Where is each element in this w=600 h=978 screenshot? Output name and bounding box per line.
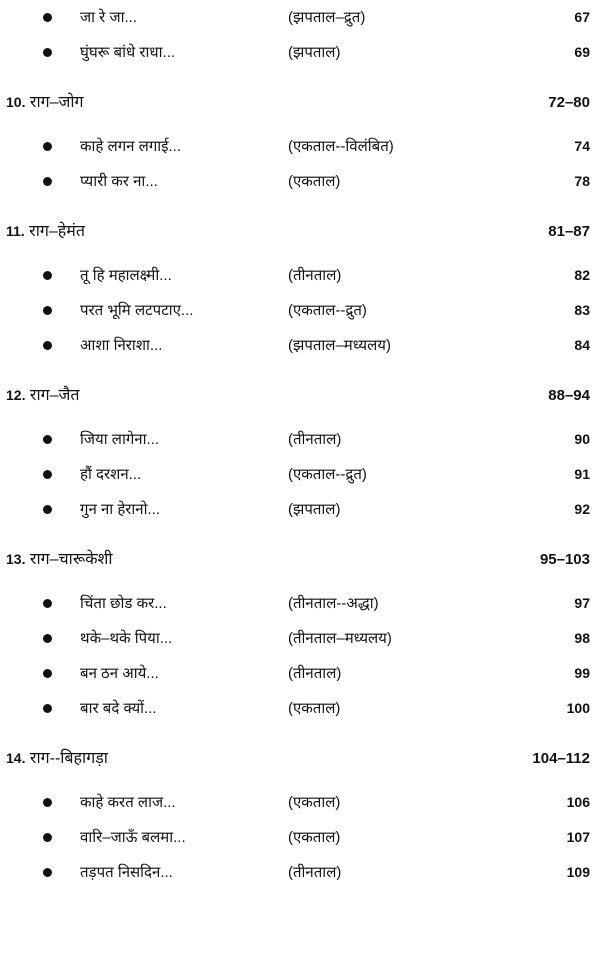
raga-number: 11.	[6, 223, 25, 239]
song-entry	[0, 129, 600, 164]
song-title: जा रे जा...	[80, 9, 138, 26]
song-title: वारि–जाऊँ बलमा...	[80, 829, 186, 846]
bullet-icon	[43, 13, 52, 22]
raga-number: 10.	[6, 94, 26, 110]
raga-title: राग–चारूकेशी	[29, 551, 113, 568]
song-entry	[0, 621, 600, 656]
song-entry	[0, 422, 600, 457]
page-number: 83	[574, 302, 590, 318]
song-title: काहे लगन लगाई...	[80, 138, 182, 155]
tala-name: (तीनताल–मध्यलय)	[288, 630, 392, 647]
song-entry	[0, 785, 600, 820]
tala-name: (एकताल--द्रुत)	[288, 466, 367, 483]
song-title: परत भूमि लटपटाए...	[80, 302, 194, 319]
tala-name: (एकताल)	[288, 173, 341, 190]
tala-name: (तीनताल)	[288, 864, 342, 881]
bullet-icon	[43, 470, 52, 479]
raga-number: 14.	[6, 750, 26, 766]
page-number: 92	[574, 501, 590, 517]
tala-name: (झपताल)	[288, 44, 341, 61]
raga-title-group	[6, 85, 84, 120]
song-entry	[0, 258, 600, 293]
raga-title-group	[6, 378, 80, 413]
bullet-icon	[43, 142, 52, 151]
raga-page-range: 104–112	[532, 750, 590, 767]
page-number: 69	[574, 44, 590, 60]
page-number: 90	[574, 431, 590, 447]
song-entry	[0, 855, 600, 890]
raga-heading	[0, 214, 600, 249]
page-number: 91	[574, 466, 590, 482]
page-number: 109	[566, 864, 590, 880]
tala-name: (एकताल--विलंबित)	[288, 138, 394, 155]
raga-title: राग–जोग	[29, 94, 84, 111]
page-number: 97	[574, 595, 590, 611]
tala-name: (एकताल)	[288, 700, 341, 717]
song-title: चिंता छोड कर...	[80, 595, 167, 612]
raga-heading	[0, 378, 600, 413]
raga-page-range: 72–80	[548, 94, 590, 111]
song-title: जिया लागेना...	[80, 431, 159, 448]
page-number: 78	[574, 173, 590, 189]
raga-heading	[0, 741, 600, 776]
tala-name: (एकताल)	[288, 794, 341, 811]
bullet-icon	[43, 435, 52, 444]
bullet-icon	[43, 177, 52, 186]
page-number: 74	[574, 138, 590, 154]
bullet-icon	[43, 341, 52, 350]
song-entry	[0, 328, 600, 363]
song-entry	[0, 691, 600, 726]
tala-name: (झपताल–मध्यलय)	[288, 337, 391, 354]
page-number: 67	[574, 9, 590, 25]
raga-page-range: 95–103	[539, 551, 590, 568]
bullet-icon	[43, 704, 52, 713]
song-entry	[0, 586, 600, 621]
tala-name: (एकताल--द्रुत)	[288, 302, 367, 319]
tala-name: (तीनताल)	[288, 431, 342, 448]
song-title: गुन ना हेरानो...	[80, 501, 161, 518]
raga-page-range: 88–94	[548, 387, 590, 404]
raga-number: 12.	[6, 387, 26, 403]
raga-heading	[0, 542, 600, 577]
song-title: थके–थके पिया...	[80, 630, 173, 647]
song-title: घुंघरू बांधे राधा...	[80, 44, 176, 61]
song-title: प्यारी कर ना...	[80, 173, 158, 190]
song-entry	[0, 656, 600, 691]
raga-title-group	[6, 542, 113, 577]
page-number: 99	[574, 665, 590, 681]
song-title: काहे करत लाज...	[80, 794, 176, 811]
page-number: 107	[566, 829, 590, 845]
song-entry	[0, 0, 600, 35]
bullet-icon	[43, 599, 52, 608]
tala-name: (तीनताल)	[288, 267, 342, 284]
bullet-icon	[43, 798, 52, 807]
page-number: 84	[574, 337, 590, 353]
song-title: तड़पत निसदिन...	[80, 864, 173, 881]
song-title: तू हि महालक्ष्मी...	[80, 267, 172, 284]
raga-title-group	[6, 214, 85, 249]
raga-title: राग–जैत	[29, 387, 80, 404]
song-entry	[0, 293, 600, 328]
song-entry	[0, 164, 600, 199]
tala-name: (झपताल–द्रुत)	[288, 9, 366, 26]
raga-number: 13.	[6, 551, 26, 567]
raga-title-group	[6, 741, 108, 776]
bullet-icon	[43, 669, 52, 678]
song-title: बन ठन आये...	[80, 665, 159, 682]
song-entry	[0, 35, 600, 70]
bullet-icon	[43, 634, 52, 643]
song-title: आशा निराशा...	[80, 337, 163, 354]
song-title: हौं दरशन...	[80, 466, 142, 483]
page-number: 100	[566, 700, 590, 716]
tala-name: (तीनताल)	[288, 665, 342, 682]
raga-page-range: 81–87	[548, 223, 590, 240]
bullet-icon	[43, 505, 52, 514]
bullet-icon	[43, 833, 52, 842]
song-entry	[0, 820, 600, 855]
bullet-icon	[43, 48, 52, 57]
page-number: 98	[574, 630, 590, 646]
raga-title: राग–हेमंत	[29, 223, 85, 240]
song-entry	[0, 457, 600, 492]
bullet-icon	[43, 271, 52, 280]
bullet-icon	[43, 868, 52, 877]
raga-heading	[0, 85, 600, 120]
song-entry	[0, 492, 600, 527]
page-number: 82	[574, 267, 590, 283]
song-title: बार बदे क्यों...	[80, 700, 157, 717]
bullet-icon	[43, 306, 52, 315]
page-number: 106	[566, 794, 590, 810]
raga-title: राग--बिहागड़ा	[29, 750, 108, 767]
tala-name: (तीनताल--अद्धा)	[288, 595, 379, 612]
tala-name: (झपताल)	[288, 501, 341, 518]
tala-name: (एकताल)	[288, 829, 341, 846]
